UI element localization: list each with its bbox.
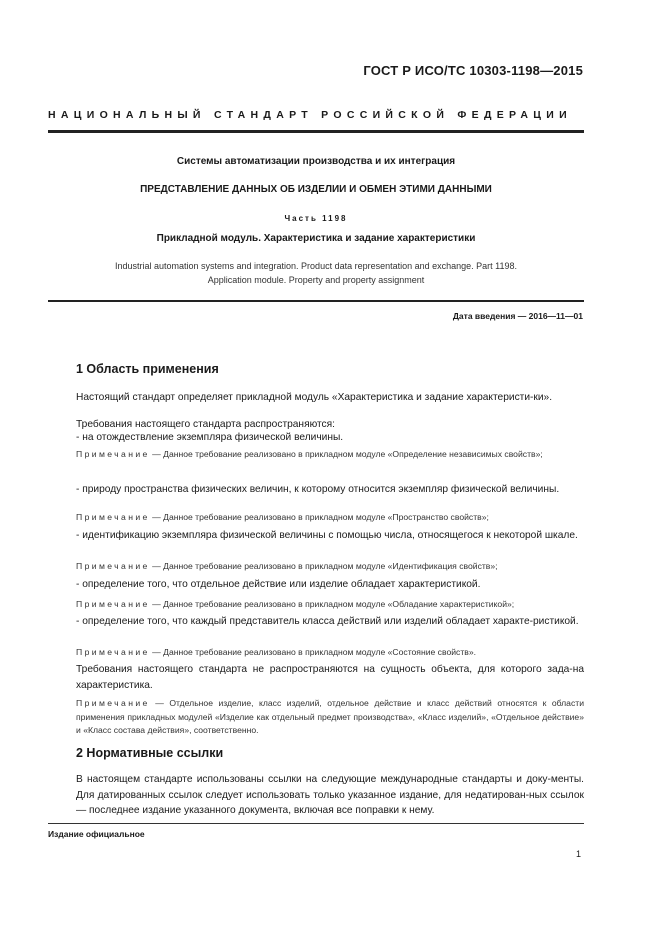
- note: Примечание — Данное требование реализовано в прикладном модуле «Обладание характеристикой»;: [76, 599, 515, 609]
- list-item: - определение того, что каждый представитель класса действий или изделий обладает характе-ристикой.: [76, 616, 579, 627]
- title-english-2: Application module. Property and property assignment: [207, 275, 425, 285]
- divider: [48, 130, 584, 133]
- title-part: Часть 1198: [284, 214, 348, 223]
- page-number: 1: [575, 849, 581, 859]
- national-standard-banner: НАЦИОНАЛЬНЫЙ СТАНДАРТ РОССИЙСКОЙ ФЕДЕРАЦИИ: [48, 109, 572, 121]
- paragraph: Настоящий стандарт определяет прикладной модуль «Характеристика и задание характеристи-ки».: [76, 392, 553, 403]
- note: Примечание — Данное требование реализовано в прикладном модуле «Пространство свойств»;: [76, 512, 489, 522]
- title-module: Прикладной модуль. Характеристика и задание характеристики: [156, 233, 476, 244]
- introduction-date: Дата введения — 2016—11—01: [452, 311, 583, 321]
- title-main: ПРЕДСТАВЛЕНИЕ ДАННЫХ ОБ ИЗДЕЛИИ И ОБМЕН ЭТИМИ ДАННЫМИ: [140, 184, 492, 195]
- edition-label: Издание официальное: [48, 829, 145, 839]
- note: Примечание — Данное требование реализовано в прикладном модуле «Определение независимых свойств»;: [76, 449, 543, 459]
- divider: [48, 823, 584, 824]
- title-english-1: Industrial automation systems and integration. Product data representation and exchange. Part 1198.: [114, 261, 518, 271]
- paragraph: В настоящем стандарте использованы ссылки на следующие международные стандарты и доку-менты. Для датированных ссылок следует использовать только указанное издание, для недатирован-ных ссылок — последнее издание указанного документа, включая все поправки к нему.: [76, 774, 584, 816]
- note: Примечание — Данное требование реализовано в прикладном модуле «Состояние свойств».: [76, 647, 476, 657]
- list-item: - идентификацию экземпляра физической величины с помощью числа, относящегося к некоторой шкале.: [76, 530, 578, 541]
- list-item: - на отождествление экземпляра физической величины.: [76, 432, 344, 443]
- section-1-heading: 1 Область применения: [76, 362, 219, 376]
- list-item: - природу пространства физических величин, к которому относится экземпляр физической величины.: [76, 484, 560, 495]
- paragraph: Требования настоящего стандарта не распространяются на сущность объекта, для которого зада-на характеристика.: [76, 664, 584, 691]
- paragraph: Требования настоящего стандарта распространяются:: [76, 419, 335, 430]
- divider: [48, 300, 584, 302]
- section-2-heading: 2 Нормативные ссылки: [76, 746, 224, 760]
- note: Примечание — Отдельное изделие, класс изделий, отдельное действие и класс действий относятся к области применения прикладных модулей «Изделие как отдельный предмет производства», «Класс изделий», «Отдельное действие» и «Класс состава действия», соответственно.: [76, 698, 584, 735]
- title-series: Системы автоматизации производства и их интеграция: [176, 156, 456, 167]
- note: Примечание — Данное требование реализовано в прикладном модуле «Идентификация свойств»;: [76, 561, 498, 571]
- standard-number: ГОСТ Р ИСО/ТС 10303-1198—2015: [363, 63, 583, 78]
- list-item: - определение того, что отдельное действие или изделие обладает характеристикой.: [76, 579, 481, 590]
